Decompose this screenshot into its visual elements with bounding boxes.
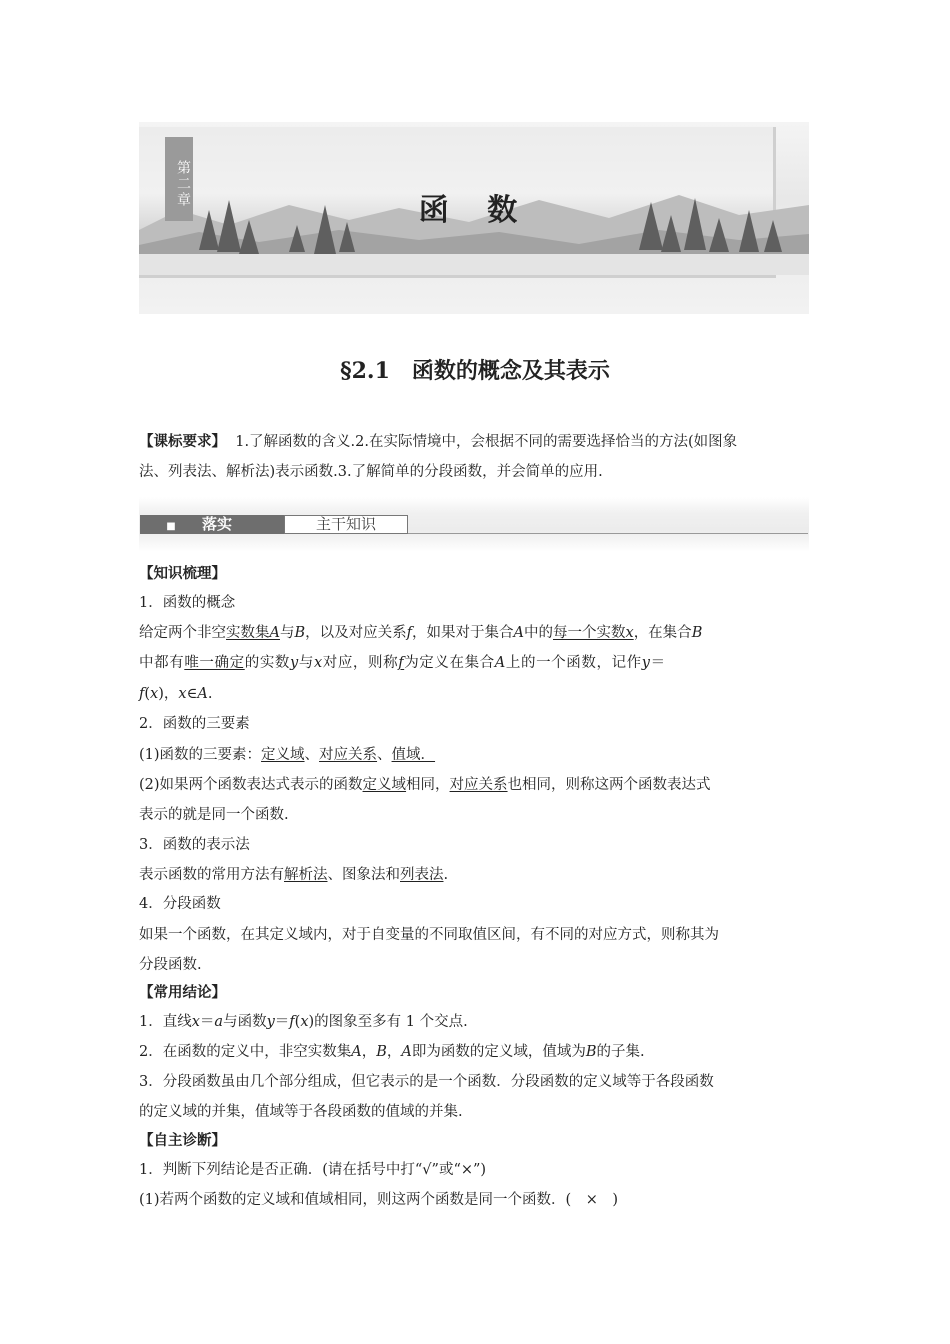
tab-light-segment: 主干知识 xyxy=(284,515,408,534)
requirements-block xyxy=(139,427,811,487)
tab-dark-label: 落实 xyxy=(202,515,233,533)
item2-sub2-line-2: 表示的就是同一个函数. xyxy=(139,807,289,823)
item4-line-1: 如果一个函数，在其定义域内，对于自变量的不同取值区间，有不同的对应方式，则称其为 xyxy=(139,927,719,943)
diagnosis-question-1: 1．判断下列结论是否正确．(请在括号中打“√”或“×”) xyxy=(139,1162,487,1178)
conclusion-3-line-2: 的定义域的并集，值域等于各段函数的值域的并集. xyxy=(139,1104,463,1120)
knowledge-heading xyxy=(139,564,811,584)
conclusion-2: 2．在函数的定义中，非空实数集A，B，A即为函数的定义域，值域为B的子集. xyxy=(139,1044,645,1060)
knowledge-heading-text: 【知识梳理】 xyxy=(139,566,226,582)
conclusions-heading xyxy=(139,983,811,1003)
item2-sub1: (1)函数的三要素：定义域、对应关系、值域． xyxy=(139,747,436,763)
section-title: §2.1 函数的概念及其表示 xyxy=(340,358,610,384)
requirements-line-1 xyxy=(139,427,811,457)
conclusions-heading-text: 【常用结论】 xyxy=(139,985,226,1001)
item4-title: 4．分段函数 xyxy=(139,896,221,912)
diagnosis-question-1-1: (1)若两个函数的定义域和值域相同，则这两个函数是同一个函数．( × ) xyxy=(139,1192,618,1208)
item1-title: 1．函数的概念 xyxy=(139,595,236,611)
tab-dark-segment xyxy=(140,515,284,534)
item2-sub2-line-1: (2)如果两个函数表达式表示的函数定义域相同，对应关系也相同，则称这两个函数表达式 xyxy=(139,777,711,793)
requirements-text-1: 1.了解函数的含义.2.在实际情境中，会根据不同的需要选择恰当的方法(如图象 xyxy=(235,434,738,450)
square-bullet-icon: ■ xyxy=(166,521,176,532)
conclusion-3-line-1: 3．分段函数虽由几个部分组成，但它表示的是一个函数．分段函数的定义域等于各段函数 xyxy=(139,1074,714,1090)
chapter-tab: 第二章 xyxy=(165,137,193,221)
item2-title: 2．函数的三要素 xyxy=(139,716,250,732)
diagnosis-heading xyxy=(139,1131,811,1151)
item4-line-2: 分段函数. xyxy=(139,957,202,973)
item3-text: 表示函数的常用方法有解析法、图象法和列表法. xyxy=(139,867,449,883)
item3-title: 3．函数的表示法 xyxy=(139,837,250,853)
conclusion-1: 1．直线x＝a与函数y＝f(x)的图象至多有 1 个交点. xyxy=(139,1014,468,1030)
item1-line-1: 给定两个非空实数集A与B，以及对应关系f，如果对于集合A中的每一个实数x，在集合B xyxy=(139,625,703,641)
diagnosis-heading-text: 【自主诊断】 xyxy=(139,1133,226,1149)
chapter-title: 函 数 xyxy=(418,193,532,228)
item1-line-2: 中都有唯一确定的实数y与x对应，则称f为定义在集合A上的一个函数，记作y＝ xyxy=(139,655,666,671)
item1-line-3: f(x)，x∈A. xyxy=(139,686,213,702)
requirements-line-2: 法、列表法、解析法)表示函数.3.了解简单的分段函数，并会简单的应用. xyxy=(139,464,603,480)
requirements-label: 【课标要求】 xyxy=(139,434,226,450)
tab-bar-divider xyxy=(408,533,808,534)
